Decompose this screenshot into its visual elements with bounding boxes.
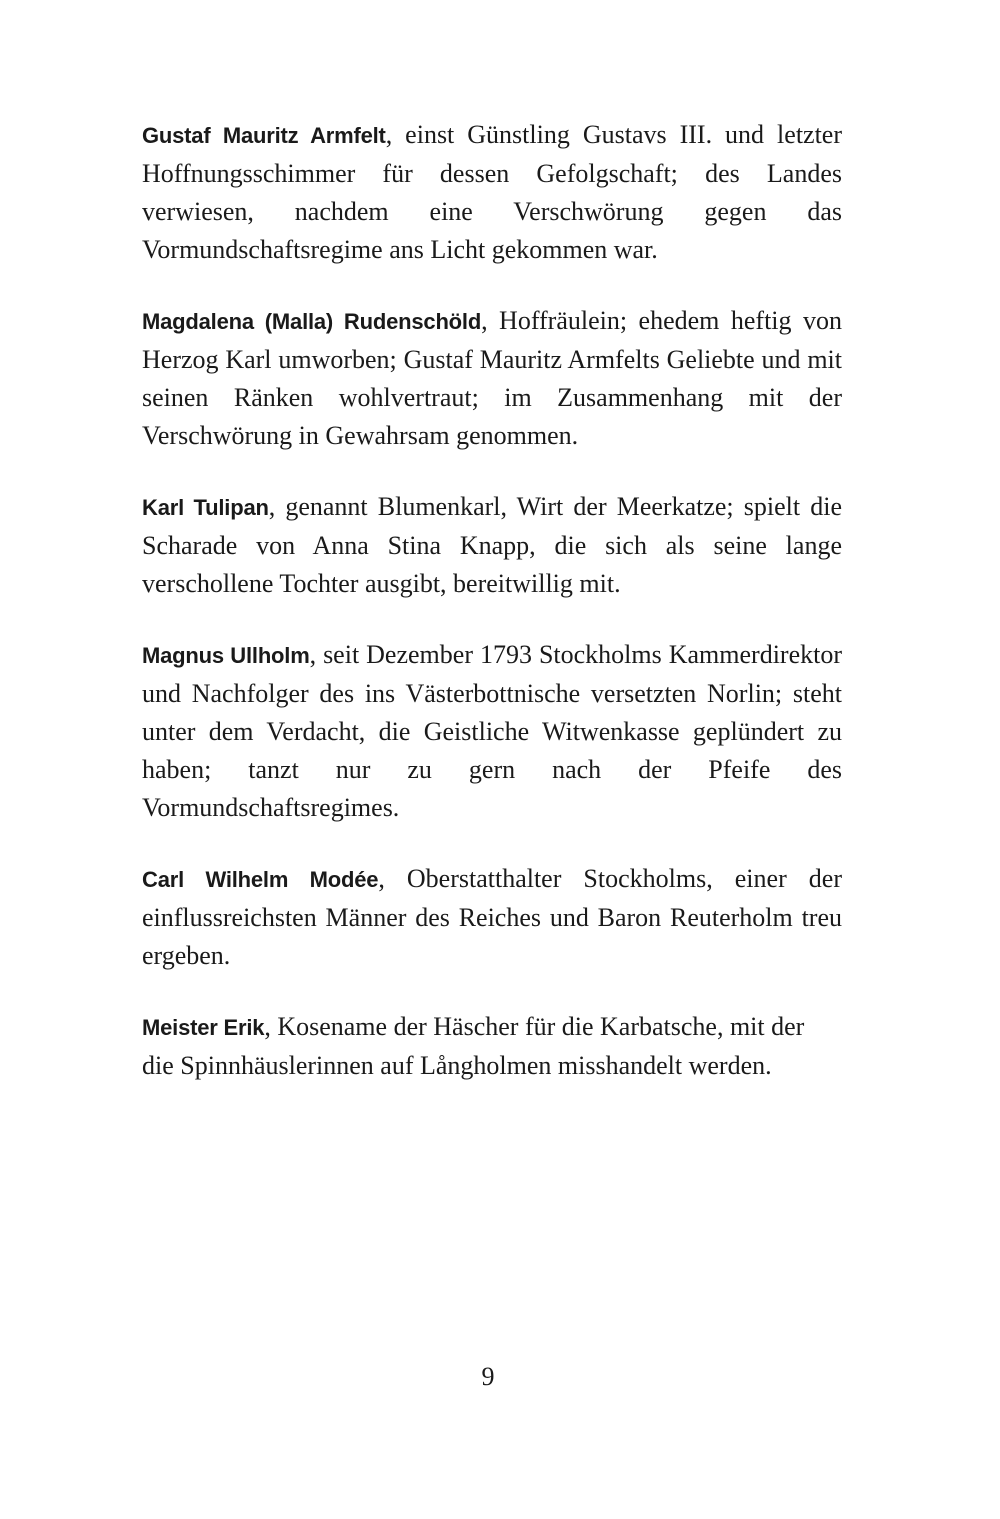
character-description: , seit Dezember 1793 Stockholms Kammerdirektor und Nachfolger des ins Västerbottnische versetzten Norlin; steht unter dem Verdacht, die Geistliche Witwenkasse geplündert zu haben; tanzt nur zu gern nach der Pfeife des Vormundschaftsregimes. bbox=[142, 640, 842, 822]
character-description: , Oberstatthalter Stockholms, einer der einflussreichsten Männer des Reiches und Baron Reuterholm treu ergeben. bbox=[142, 864, 842, 970]
page-number: 9 bbox=[481, 1362, 495, 1391]
character-description: , genannt Blumenkarl, Wirt der Meerkatze; spielt die Scharade von Anna Stina Knapp, die sich als seine lange verschollene Tochter ausgibt, bereitwillig mit. bbox=[142, 492, 842, 598]
character-description: , Kosename der Häscher für die Karbatsche, mit der die Spinnhäuslerinnen auf Långholmen misshandelt werden. bbox=[142, 1012, 805, 1080]
character-entry bbox=[142, 116, 842, 269]
character-name: Karl Tulipan bbox=[142, 495, 269, 520]
character-name: Gustaf Mauritz Armfelt bbox=[142, 123, 386, 148]
character-entry bbox=[142, 488, 842, 603]
character-name: Carl Wilhelm Modée bbox=[142, 867, 379, 892]
character-description: , Hoffräulein; ehedem heftig von Herzog Karl umworben; Gustaf Mauritz Armfelts Geliebte und mit seinen Ränken wohlvertraut; im Zusammenhang mit der Verschwörung in Gewahrsam genommen. bbox=[142, 306, 842, 450]
character-name: Meister Erik bbox=[142, 1015, 265, 1040]
character-entry bbox=[142, 302, 842, 455]
character-list bbox=[142, 116, 842, 1118]
character-entry bbox=[142, 1008, 842, 1085]
character-entry bbox=[142, 860, 842, 975]
character-description: , einst Günstling Gustavs III. und letzter Hoffnungsschimmer für dessen Gefolgschaft; des Landes verwiesen, nachdem eine Verschwörung gegen das Vormundschaftsregime ans Licht gekommen war. bbox=[142, 120, 842, 264]
character-name: Magnus Ullholm bbox=[142, 643, 310, 668]
character-entry bbox=[142, 636, 842, 827]
character-name: Magdalena (Malla) Rudenschöld bbox=[142, 309, 482, 334]
